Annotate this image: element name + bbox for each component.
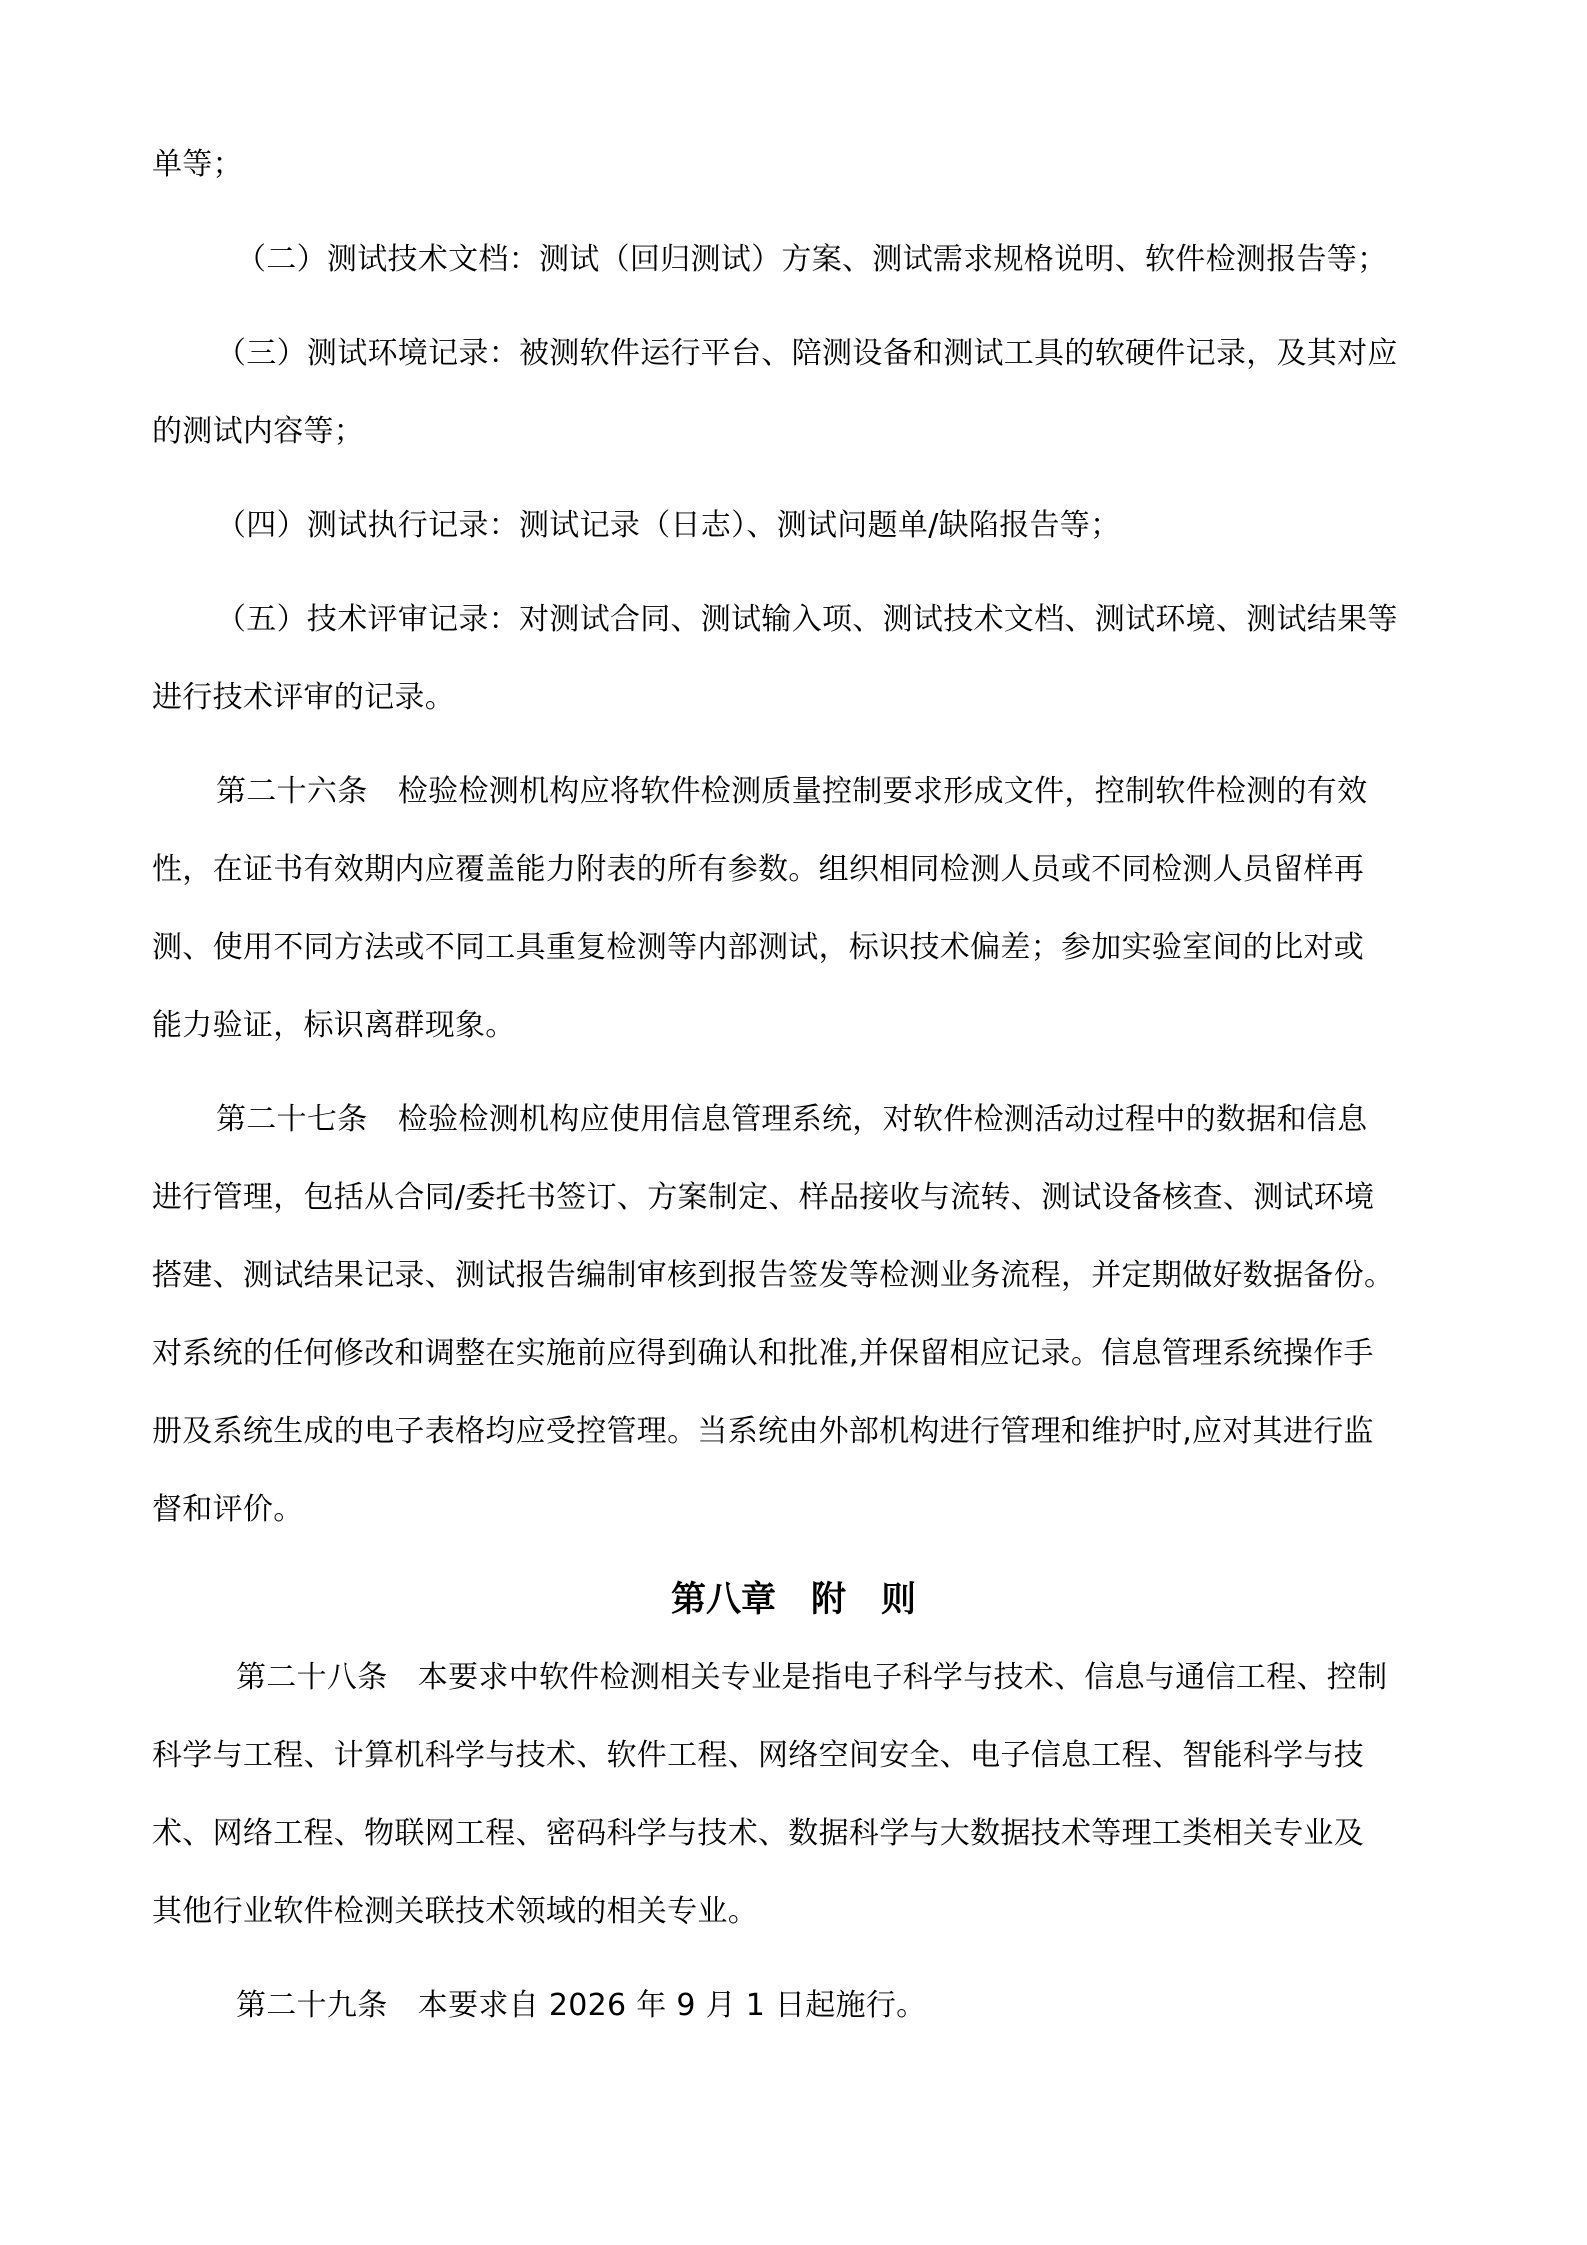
- paragraph-line: 测、使用不同方法或不同工具重复检测等内部测试，标识技术偏差；参加实验室间的比对或: [152, 930, 1364, 965]
- paragraph-line: 搭建、测试结果记录、测试报告编制审核到报告签发等检测业务流程，并定期做好数据备份。: [152, 1258, 1395, 1293]
- paragraph-line: 能力验证，标识离群现象。: [152, 1008, 516, 1043]
- paragraph-line: 第二十八条 本要求中软件检测相关专业是指电子科学与技术、信息与通信工程、控制: [236, 1660, 1388, 1695]
- paragraph-line: 其他行业软件检测关联技术领域的相关专业。: [152, 1894, 758, 1929]
- paragraph-line: 术、网络工程、物联网工程、密码科学与技术、数据科学与大数据技术等理工类相关专业及: [152, 1816, 1364, 1851]
- paragraph-line: 督和评价。: [152, 1492, 304, 1527]
- paragraph-line: 进行技术评审的记录。: [152, 680, 455, 715]
- chapter-heading: 第八章 附 则: [670, 1580, 916, 1620]
- paragraph-line: （三）测试环境记录：被测软件运行平台、陪测设备和测试工具的软硬件记录，及其对应: [216, 336, 1398, 371]
- paragraph-line: （二）测试技术文档：测试（回归测试）方案、测试需求规格说明、软件检测报告等；: [236, 242, 1388, 277]
- paragraph-line: 科学与工程、计算机科学与技术、软件工程、网络空间安全、电子信息工程、智能科学与技: [152, 1738, 1364, 1773]
- paragraph-line: 第二十九条 本要求自 2026 年 9 月 1 日起施行。: [236, 1988, 927, 2023]
- paragraph-line: 第二十七条 检验检测机构应使用信息管理系统，对软件检测活动过程中的数据和信息: [216, 1102, 1368, 1137]
- paragraph-line: （五）技术评审记录：对测试合同、测试输入项、测试技术文档、测试环境、测试结果等: [216, 602, 1398, 637]
- paragraph-line: 对系统的任何修改和调整在实施前应得到确认和批准,并保留相应记录。信息管理系统操作手: [152, 1336, 1374, 1371]
- paragraph-line: 册及系统生成的电子表格均应受控管理。当系统由外部机构进行管理和维护时,应对其进行监: [152, 1414, 1374, 1449]
- paragraph-line: 进行管理，包括从合同/委托书签订、方案制定、样品接收与流转、测试设备核查、测试环境: [152, 1180, 1375, 1215]
- paragraph-line: 单等；: [152, 147, 243, 182]
- paragraph-line: 的测试内容等；: [152, 414, 365, 449]
- paragraph-line: 第二十六条 检验检测机构应将软件检测质量控制要求形成文件，控制软件检测的有效: [216, 774, 1368, 809]
- paragraph-line: 性，在证书有效期内应覆盖能力附表的所有参数。组织相同检测人员或不同检测人员留样再: [152, 852, 1364, 887]
- paragraph-line: （四）测试执行记录：测试记录（日志）、测试问题单/缺陷报告等；: [216, 508, 1121, 543]
